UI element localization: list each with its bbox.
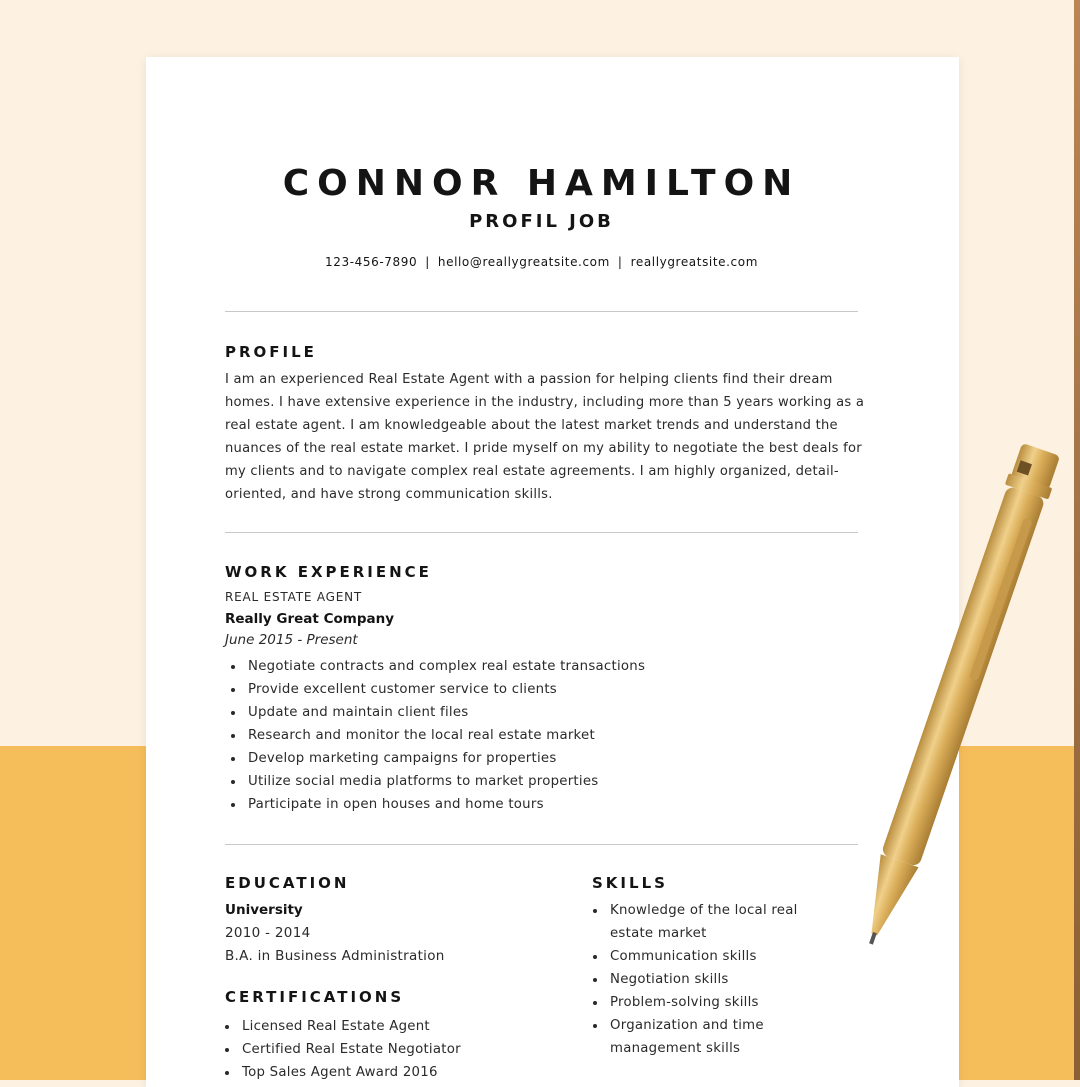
list-item: Organization and time management skills xyxy=(587,1014,822,1060)
list-item: Negotiate contracts and complex real estate transactions xyxy=(225,655,858,678)
list-item: Negotiation skills xyxy=(587,968,822,991)
divider xyxy=(225,532,858,533)
resume-paper xyxy=(146,57,959,1087)
list-item: Research and monitor the local real estate market xyxy=(225,724,858,747)
skills-heading: SKILLS xyxy=(592,874,668,892)
education-heading: EDUCATION xyxy=(225,874,350,892)
divider xyxy=(225,844,858,845)
list-item: Certified Real Estate Negotiator xyxy=(219,1038,549,1061)
job-role: REAL ESTATE AGENT xyxy=(225,590,363,604)
certifications-heading: CERTIFICATIONS xyxy=(225,988,405,1006)
pen-icon xyxy=(850,420,1060,980)
resume-job-title: PROFIL JOB xyxy=(469,211,614,232)
background-wood-edge xyxy=(1074,0,1080,1080)
profile-heading: PROFILE xyxy=(225,343,317,361)
list-item: Communication skills xyxy=(587,945,822,968)
work-experience-heading: WORK EXPERIENCE xyxy=(225,563,432,581)
certifications-list xyxy=(219,1015,549,1084)
contact-line xyxy=(225,255,858,269)
job-company: Really Great Company xyxy=(225,611,395,627)
education-degree: B.A. in Business Administration xyxy=(225,948,445,964)
skills-list xyxy=(587,899,822,1060)
contact-phone: 123-456-7890 xyxy=(325,255,418,269)
list-item: Top Sales Agent Award 2016 xyxy=(219,1061,549,1084)
contact-separator: | xyxy=(425,255,430,269)
profile-text: I am an experienced Real Estate Agent with a passion for helping clients find their dream homes. I have extensive experience in the industry, including more than 5 years working as a real estate agent. I am knowledgeable about the latest market trends and understand the nuances of the real estate market. I pride myself on my ability to negotiate the best deals for my clients and to navigate complex real estate agreements. I am highly organized, detail-oriented, and have strong communication skills. xyxy=(225,372,865,502)
job-dates: June 2015 - Present xyxy=(225,632,358,648)
list-item: Provide excellent customer service to clients xyxy=(225,678,858,701)
list-item: Utilize social media platforms to market properties xyxy=(225,770,858,793)
education-school: University xyxy=(225,902,303,918)
list-item: Problem-solving skills xyxy=(587,991,822,1014)
divider xyxy=(225,311,858,312)
list-item: Develop marketing campaigns for properties xyxy=(225,747,858,770)
contact-email: hello@reallygreatsite.com xyxy=(437,255,610,269)
contact-separator: | xyxy=(617,255,623,269)
work-experience-list xyxy=(225,655,858,816)
resume-name: CONNOR HAMILTON xyxy=(282,163,801,204)
list-item: Knowledge of the local real estate market xyxy=(587,899,822,945)
contact-website: reallygreatsite.com xyxy=(630,255,758,269)
list-item: Participate in open houses and home tours xyxy=(225,793,858,816)
list-item: Update and maintain client files xyxy=(225,701,858,724)
list-item: Licensed Real Estate Agent xyxy=(219,1015,549,1038)
education-years: 2010 - 2014 xyxy=(225,925,311,941)
